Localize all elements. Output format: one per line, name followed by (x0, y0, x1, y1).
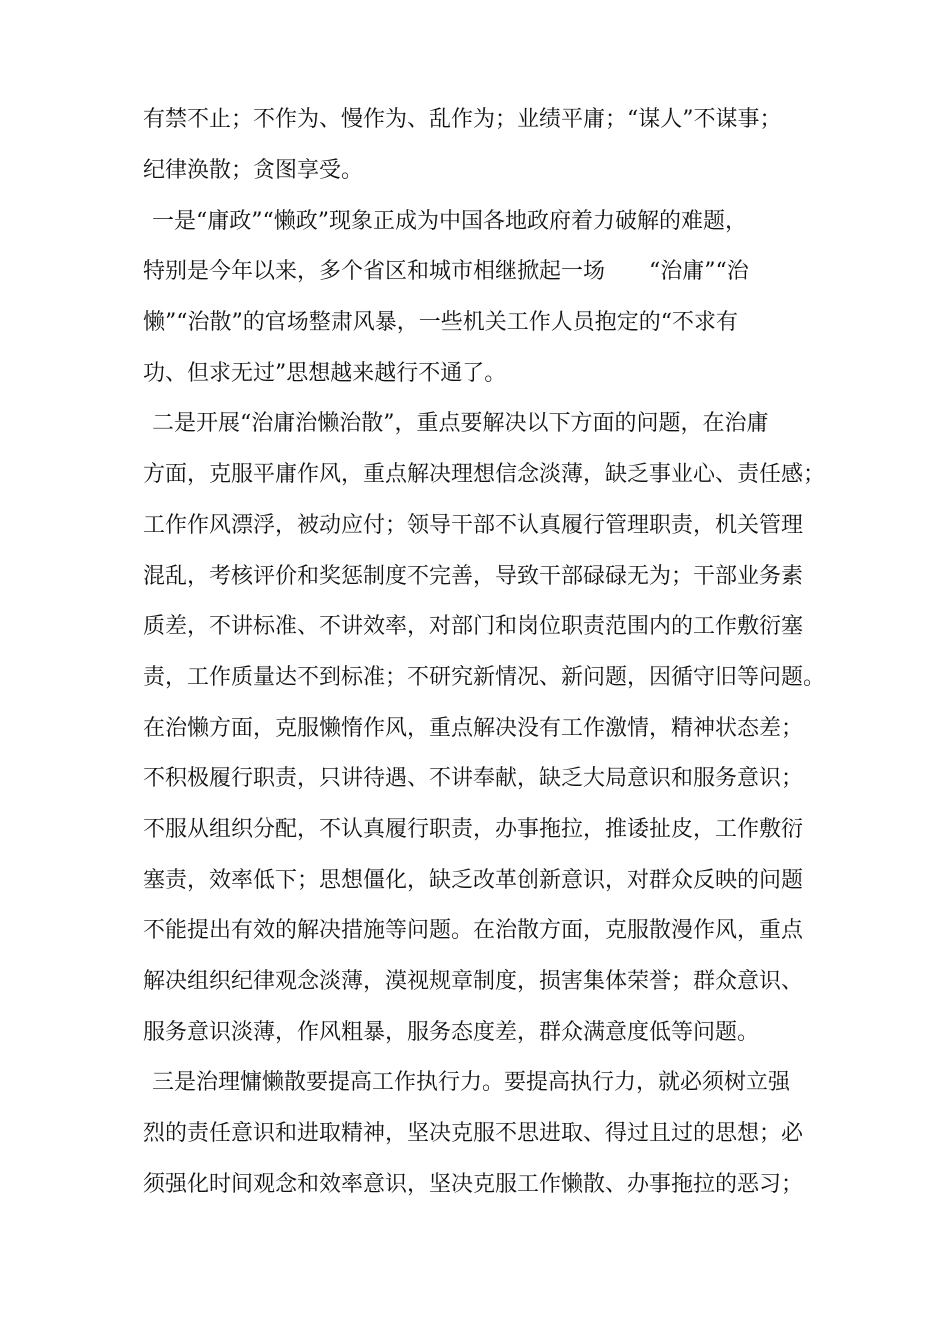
text-line: 方面，克服平庸作风，重点解决理想信念淡薄，缺乏事业心、责任感； (143, 462, 826, 487)
text-line: 须强化时间观念和效率意识，坚决克服工作懒散、办事拖拉的恶习； (143, 1172, 804, 1197)
paragraph-start-line: 一是“庸政”“懒政”现象正成为中国各地政府着力破解的难题， (152, 209, 747, 234)
text-line: 懒”“治散”的官场整肃风暴，一些机关工作人员抱定的“不求有 (143, 310, 738, 335)
text-line: 在治懒方面，克服懒惰作风，重点解决没有工作激情，精神状态差； (143, 716, 804, 741)
text-line: 工作作风漂浮，被动应付；领导干部不认真履行管理职责，机关管理 (143, 513, 804, 538)
text-line: 服务意识淡薄，作风粗暴，服务态度差，群众满意度低等问题。 (143, 1020, 760, 1045)
text-line: 特别是今年以来，多个省区和城市相继掀起一场 “治庸”“治 (143, 259, 749, 284)
text-line: 有禁不止；不作为、慢作为、乱作为；业绩平庸；“谋人”不谋事； (143, 107, 782, 132)
paragraph-start-line: 三是治理慵懒散要提高工作执行力。要提高执行力，就必须树立强 (152, 1070, 791, 1095)
text-line: 烈的责任意识和进取精神，坚决克服不思进取、得过且过的思想；必 (143, 1121, 804, 1146)
text-line: 不积极履行职责，只讲待遇、不讲奉献，缺乏大局意识和服务意识； (143, 766, 804, 791)
text-line: 不服从组织分配，不认真履行职责，办事拖拉，推诿扯皮，工作敷衍 (143, 817, 804, 842)
text-line: 责，工作质量达不到标准；不研究新情况、新问题，因循守旧等问题。 (143, 665, 826, 690)
text-line: 塞责，效率低下；思想僵化，缺乏改革创新意识，对群众反映的问题 (143, 868, 804, 893)
paragraph-start-line: 二是开展“治庸治懒治散”，重点要解决以下方面的问题，在治庸 (152, 411, 769, 436)
text-line: 质差，不讲标准、不讲效率，对部门和岗位职责范围内的工作敷衍塞 (143, 614, 804, 639)
text-line: 解决组织纪律观念淡薄，漠视规章制度，损害集体荣誉；群众意识、 (143, 969, 804, 994)
text-line: 功、但求无过”思想越来越行不通了。 (143, 361, 507, 386)
text-line: 不能提出有效的解决措施等问题。在治散方面，克服散漫作风，重点 (143, 918, 804, 943)
text-line: 混乱，考核评价和奖惩制度不完善，导致干部碌碌无为；干部业务素 (143, 564, 804, 589)
text-line: 纪律涣散；贪图享受。 (143, 158, 364, 183)
